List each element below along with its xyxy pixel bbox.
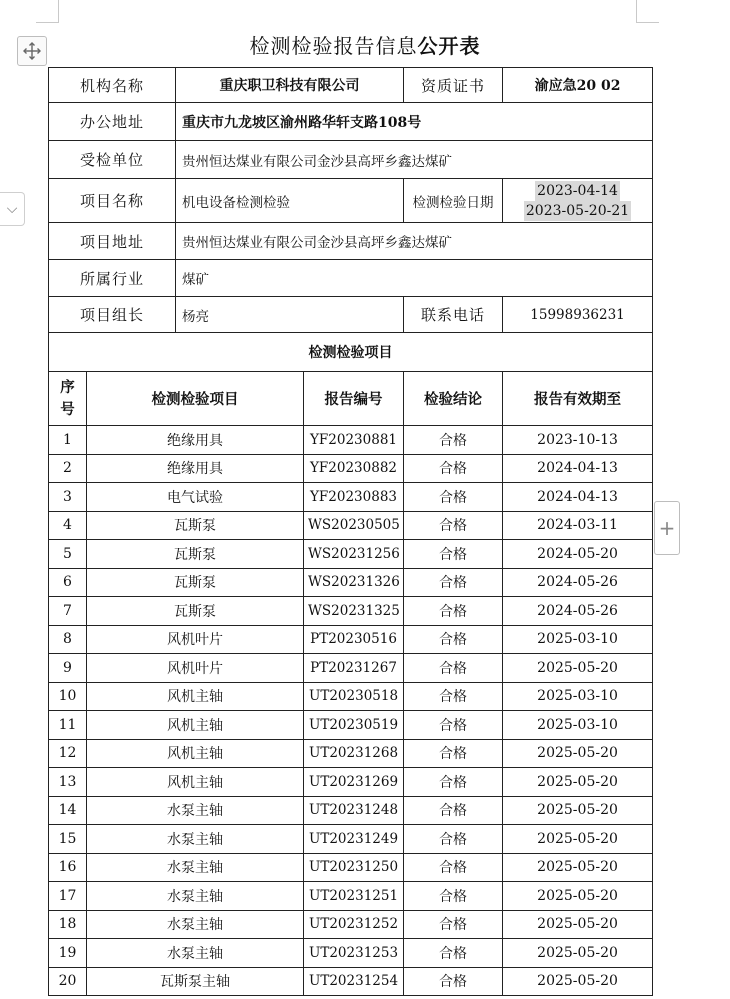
column-header-row bbox=[49, 372, 653, 426]
table-row bbox=[49, 654, 653, 683]
row-no: 11 bbox=[49, 711, 87, 740]
table-row bbox=[49, 540, 653, 569]
table-row bbox=[49, 511, 653, 540]
row-valid: 2025-05-20 bbox=[503, 939, 653, 968]
row-valid: 2024-03-11 bbox=[503, 511, 653, 540]
col-item-header: 检测检验项目 bbox=[87, 372, 304, 426]
row-result: 合格 bbox=[404, 768, 503, 797]
row-report: UT20231269 bbox=[304, 768, 404, 797]
date-label: 检测检验日期 bbox=[404, 179, 503, 223]
date-value bbox=[503, 179, 653, 223]
row-result: 合格 bbox=[404, 568, 503, 597]
plus-icon: + bbox=[658, 516, 676, 540]
row-valid: 2025-03-10 bbox=[503, 625, 653, 654]
row-report: UT20230518 bbox=[304, 682, 404, 711]
row-report: YF20230883 bbox=[304, 483, 404, 512]
addr-value: 重庆市九龙坡区渝州路华轩支路108号 bbox=[176, 103, 653, 141]
unit-label: 受检单位 bbox=[49, 141, 176, 179]
row-valid: 2025-05-20 bbox=[503, 739, 653, 768]
row-no: 18 bbox=[49, 910, 87, 939]
row-result: 合格 bbox=[404, 597, 503, 626]
row-valid: 2024-05-20 bbox=[503, 540, 653, 569]
row-valid: 2025-03-10 bbox=[503, 711, 653, 740]
table-row bbox=[49, 967, 653, 996]
page-title: 检测检验报告信息公开表 bbox=[249, 34, 481, 58]
row-valid: 2025-05-20 bbox=[503, 654, 653, 683]
row-no: 14 bbox=[49, 796, 87, 825]
table-row bbox=[49, 568, 653, 597]
row-valid: 2024-04-13 bbox=[503, 454, 653, 483]
info-row bbox=[49, 68, 653, 103]
table-row bbox=[49, 882, 653, 911]
row-no: 5 bbox=[49, 540, 87, 569]
row-report: UT20231254 bbox=[304, 967, 404, 996]
row-valid: 2025-05-20 bbox=[503, 967, 653, 996]
row-item: 瓦斯泵 bbox=[87, 568, 304, 597]
row-report: UT20231253 bbox=[304, 939, 404, 968]
date-end: 2023-05-20-21 bbox=[525, 202, 630, 219]
info-row bbox=[49, 103, 653, 141]
row-item: 绝缘用具 bbox=[87, 426, 304, 455]
row-report: WS20230505 bbox=[304, 511, 404, 540]
row-valid: 2024-04-13 bbox=[503, 483, 653, 512]
cert-value: 渝应急20 02 bbox=[503, 68, 653, 103]
row-no: 1 bbox=[49, 426, 87, 455]
col-valid-header: 报告有效期至 bbox=[503, 372, 653, 426]
row-no: 15 bbox=[49, 825, 87, 854]
leader-label: 项目组长 bbox=[49, 297, 176, 333]
row-item: 电气试验 bbox=[87, 483, 304, 512]
row-report: WS20231326 bbox=[304, 568, 404, 597]
row-item: 瓦斯泵 bbox=[87, 511, 304, 540]
table-row bbox=[49, 597, 653, 626]
row-result: 合格 bbox=[404, 739, 503, 768]
row-report: YF20230881 bbox=[304, 426, 404, 455]
row-item: 水泵主轴 bbox=[87, 853, 304, 882]
report-table bbox=[48, 67, 653, 996]
row-report: WS20231256 bbox=[304, 540, 404, 569]
row-no: 9 bbox=[49, 654, 87, 683]
row-item: 水泵主轴 bbox=[87, 910, 304, 939]
row-report: PT20230516 bbox=[304, 625, 404, 654]
row-result: 合格 bbox=[404, 825, 503, 854]
row-no: 2 bbox=[49, 454, 87, 483]
info-row bbox=[49, 297, 653, 333]
row-no: 19 bbox=[49, 939, 87, 968]
info-row bbox=[49, 179, 653, 223]
row-valid: 2023-10-13 bbox=[503, 426, 653, 455]
row-no: 13 bbox=[49, 768, 87, 797]
row-no: 12 bbox=[49, 739, 87, 768]
phone-label: 联系电话 bbox=[404, 297, 503, 333]
row-valid: 2025-03-10 bbox=[503, 682, 653, 711]
row-result: 合格 bbox=[404, 426, 503, 455]
info-row bbox=[49, 141, 653, 179]
data-rows bbox=[49, 426, 653, 996]
row-valid: 2025-05-20 bbox=[503, 853, 653, 882]
row-valid: 2025-05-20 bbox=[503, 796, 653, 825]
col-result-header: 检验结论 bbox=[404, 372, 503, 426]
row-item: 瓦斯泵 bbox=[87, 597, 304, 626]
row-result: 合格 bbox=[404, 540, 503, 569]
row-result: 合格 bbox=[404, 454, 503, 483]
row-result: 合格 bbox=[404, 853, 503, 882]
info-row bbox=[49, 260, 653, 297]
table-row bbox=[49, 796, 653, 825]
row-no: 3 bbox=[49, 483, 87, 512]
table-row bbox=[49, 625, 653, 654]
site-value: 贵州恒达煤业有限公司金沙县高坪乡鑫达煤矿 bbox=[176, 223, 653, 260]
col-report-header: 报告编号 bbox=[304, 372, 404, 426]
row-no: 20 bbox=[49, 967, 87, 996]
col-no-header: 序号 bbox=[49, 372, 87, 426]
phone-value: 15998936231 bbox=[503, 297, 653, 333]
row-no: 17 bbox=[49, 882, 87, 911]
side-collapse-toggle[interactable] bbox=[0, 192, 25, 226]
row-no: 10 bbox=[49, 682, 87, 711]
row-report: UT20231250 bbox=[304, 853, 404, 882]
row-item: 水泵主轴 bbox=[87, 939, 304, 968]
table-row bbox=[49, 910, 653, 939]
row-report: WS20231325 bbox=[304, 597, 404, 626]
table-row bbox=[49, 711, 653, 740]
row-valid: 2024-05-26 bbox=[503, 597, 653, 626]
row-item: 水泵主轴 bbox=[87, 882, 304, 911]
table-row bbox=[49, 853, 653, 882]
row-result: 合格 bbox=[404, 796, 503, 825]
row-no: 8 bbox=[49, 625, 87, 654]
chevron-down-icon: ⌵ bbox=[6, 201, 18, 217]
table-row bbox=[49, 454, 653, 483]
row-no: 16 bbox=[49, 853, 87, 882]
row-no: 4 bbox=[49, 511, 87, 540]
table-row bbox=[49, 739, 653, 768]
row-report: YF20230882 bbox=[304, 454, 404, 483]
row-item: 风机叶片 bbox=[87, 625, 304, 654]
row-valid: 2025-05-20 bbox=[503, 825, 653, 854]
row-result: 合格 bbox=[404, 625, 503, 654]
row-result: 合格 bbox=[404, 967, 503, 996]
cert-label: 资质证书 bbox=[404, 68, 503, 103]
row-result: 合格 bbox=[404, 682, 503, 711]
row-no: 6 bbox=[49, 568, 87, 597]
unit-value: 贵州恒达煤业有限公司金沙县高坪乡鑫达煤矿 bbox=[176, 141, 653, 179]
row-item: 瓦斯泵 bbox=[87, 540, 304, 569]
row-result: 合格 bbox=[404, 511, 503, 540]
row-item: 水泵主轴 bbox=[87, 825, 304, 854]
row-item: 水泵主轴 bbox=[87, 796, 304, 825]
add-row-button[interactable] bbox=[654, 501, 680, 555]
leader-value: 杨亮 bbox=[176, 297, 404, 333]
industry-label: 所属行业 bbox=[49, 260, 176, 297]
table-row bbox=[49, 939, 653, 968]
row-item: 风机主轴 bbox=[87, 739, 304, 768]
row-report: UT20230519 bbox=[304, 711, 404, 740]
org-label: 机构名称 bbox=[49, 68, 176, 103]
row-valid: 2024-05-26 bbox=[503, 568, 653, 597]
row-no: 7 bbox=[49, 597, 87, 626]
items-title-row bbox=[49, 333, 653, 372]
row-report: UT20231252 bbox=[304, 910, 404, 939]
project-label: 项目名称 bbox=[49, 179, 176, 223]
row-report: UT20231249 bbox=[304, 825, 404, 854]
table-row bbox=[49, 483, 653, 512]
date-start: 2023-04-14 bbox=[537, 182, 618, 199]
industry-value: 煤矿 bbox=[176, 260, 653, 297]
table-row bbox=[49, 825, 653, 854]
table-row bbox=[49, 426, 653, 455]
row-result: 合格 bbox=[404, 483, 503, 512]
row-report: PT20231267 bbox=[304, 654, 404, 683]
page-corner-mark bbox=[636, 0, 659, 23]
page-corner-mark bbox=[36, 0, 59, 23]
addr-label: 办公地址 bbox=[49, 103, 176, 141]
table-row bbox=[49, 768, 653, 797]
items-title: 检测检验项目 bbox=[49, 333, 653, 372]
table-row bbox=[49, 682, 653, 711]
row-report: UT20231268 bbox=[304, 739, 404, 768]
row-result: 合格 bbox=[404, 882, 503, 911]
org-value: 重庆职卫科技有限公司 bbox=[176, 68, 404, 103]
row-result: 合格 bbox=[404, 910, 503, 939]
row-item: 绝缘用具 bbox=[87, 454, 304, 483]
row-valid: 2025-05-20 bbox=[503, 910, 653, 939]
row-item: 瓦斯泵主轴 bbox=[87, 967, 304, 996]
info-row bbox=[49, 223, 653, 260]
row-report: UT20231248 bbox=[304, 796, 404, 825]
row-item: 风机叶片 bbox=[87, 654, 304, 683]
row-result: 合格 bbox=[404, 711, 503, 740]
row-item: 风机主轴 bbox=[87, 682, 304, 711]
row-valid: 2025-05-20 bbox=[503, 768, 653, 797]
row-valid: 2025-05-20 bbox=[503, 882, 653, 911]
row-result: 合格 bbox=[404, 939, 503, 968]
row-result: 合格 bbox=[404, 654, 503, 683]
site-label: 项目地址 bbox=[49, 223, 176, 260]
row-item: 风机主轴 bbox=[87, 768, 304, 797]
project-value: 机电设备检测检验 bbox=[176, 179, 404, 223]
row-report: UT20231251 bbox=[304, 882, 404, 911]
row-item: 风机主轴 bbox=[87, 711, 304, 740]
